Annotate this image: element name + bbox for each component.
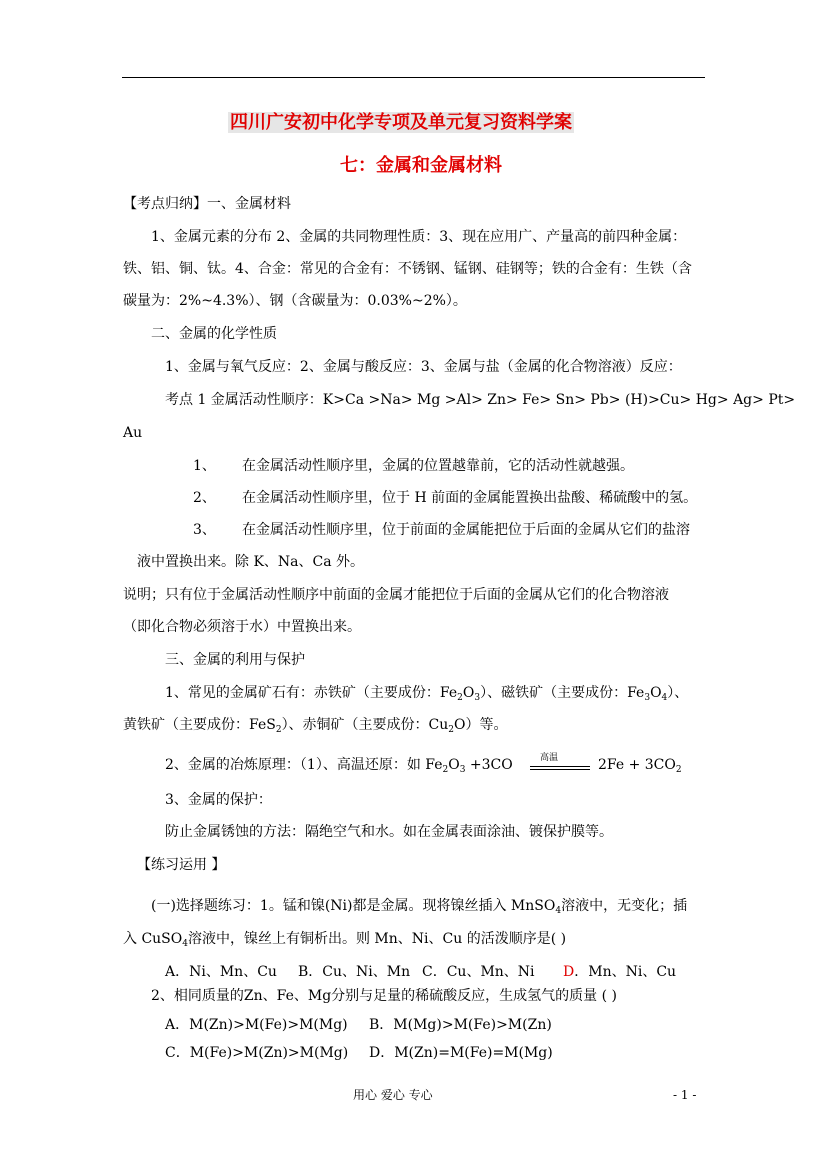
option-b: B．M(Mg)>M(Fe)>M(Zn) — [369, 1017, 552, 1033]
list-item: 在金属活动性顺序里，位于前面的金属能把位于后面的金属从它们的盐溶 — [242, 522, 690, 538]
option-d: D．Mn、Ni、Cu — [563, 964, 677, 980]
question-1-cont: 入 CuSO$_4$溶液中，镍丝上有铜析出。则 Mn、Ni、Cu 的活泼顺序是( ) — [123, 931, 567, 949]
question-1: (一)选择题练习：1。锰和镍(Ni)都是金属。现将镍丝插入 MnSO$_4$溶液中，无变化；插 — [151, 898, 688, 916]
text-line: 1、常见的金属矿石有：赤铁矿（主要成份：$Fe_2O_3$）、磁铁矿（主要成份：$Fe_3O_4$）、 — [165, 685, 689, 703]
text-line: 1、金属元素的分布 2、金属的共同物理性质：3、现在应用广、产量高的前四种金属： — [151, 229, 687, 245]
section-heading: 二、金属的化学性质 — [151, 326, 277, 342]
footer-motto: 用心 爱心 专心 — [353, 1088, 433, 1102]
section-practice: 【练习运用 】 — [137, 857, 226, 873]
text-line: 黄铁矿（主要成份：FeS$_2$）、赤铜矿（主要成份：$Cu_2O$）等。 — [123, 717, 508, 735]
list-number: 1、 — [193, 458, 216, 474]
text-line: 碳量为：2%~4.3%）、钢（含碳量为：0.03%~2%）。 — [123, 293, 467, 309]
option-c: C．M(Fe)>M(Zn)>M(Mg) — [165, 1045, 349, 1061]
option-c: C．Cu、Mn、Ni — [422, 964, 535, 980]
option-a: A．Ni、Mn、Cu — [165, 964, 277, 980]
option-a: A．M(Zn)>M(Fe)>M(Mg) — [165, 1017, 348, 1033]
reaction-products: $2Fe + 3CO_2$ — [598, 757, 682, 775]
page-number: - 1 - — [673, 1088, 697, 1102]
text-line: 防止金属锈蚀的方法：隔绝空气和水。如在金属表面涂油、镀保护膜等。 — [165, 824, 613, 840]
reaction-condition: 高温 — [540, 753, 559, 763]
reaction-arrow — [530, 753, 590, 771]
page-title: 四川广安初中化学专项及单元复习资料学案 — [230, 112, 572, 133]
list-item: 在金属活动性顺序里，位于 H 前面的金属能置换出盐酸、稀硫酸中的氢。 — [242, 490, 698, 506]
text-line: Au — [123, 425, 143, 441]
text-line: 1、金属与氧气反应：2、金属与酸反应：3、金属与盐（金属的化合物溶液）反应： — [165, 359, 682, 375]
list-item: 在金属活动性顺序里，金属的位置越靠前，它的活动性就越强。 — [242, 458, 634, 474]
text-line: 液中置换出来。除 K、Na、Ca 外。 — [137, 554, 365, 570]
section-heading: 三、金属的利用与保护 — [165, 652, 305, 668]
option-d: D．M(Zn)=M(Fe)=M(Mg) — [369, 1045, 553, 1061]
activity-series-line: 考点 1 金属活动性顺序：K>Ca >Na> Mg >Al> Zn> Fe> Sn> Pb> (H)>Cu> Hg> Ag> Pt> — [165, 392, 796, 408]
text-line: （即化合物必须溶于水）中置换出来。 — [123, 619, 361, 635]
page-subtitle: 七：金属和金属材料 — [340, 155, 502, 176]
option-b: B．Cu、Ni、Mn — [298, 964, 411, 980]
section-summary: 【考点归纳】一、金属材料 — [123, 196, 291, 212]
question-2: 2、相同质量的Zn、Fe、Mg分别与足量的稀硫酸反应，生成氢气的质量 ( ) — [151, 988, 618, 1004]
header-rule — [122, 77, 705, 78]
list-number: 3、 — [193, 522, 216, 538]
text-line: 3、金属的保护： — [165, 792, 272, 808]
text-line: 铁、铝、铜、钛。4、合金：常见的合金有：不锈钢、锰钢、硅钢等；铁的合金有：生铁（含 — [123, 261, 692, 277]
list-number: 2、 — [193, 490, 216, 506]
text-line: 说明；只有位于金属活动性顺序中前面的金属才能把位于后面的金属从它们的化合物溶液 — [123, 587, 669, 603]
reaction-line: 2、金属的冶炼原理：（1）、高温还原：如 $Fe_2O_3 +3CO$ — [165, 757, 513, 775]
